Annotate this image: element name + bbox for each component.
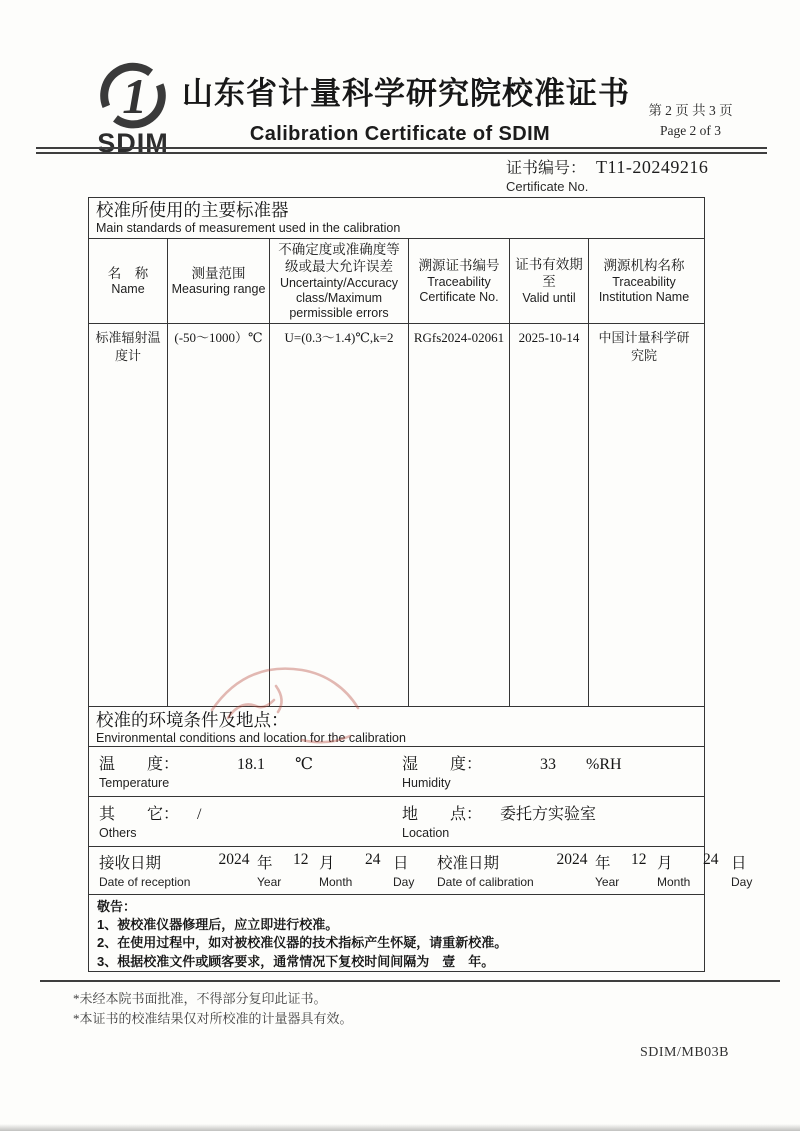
page-title-en: Calibration Certificate of SDIM — [249, 123, 551, 145]
date-of-reception: 接收日期 Date of reception 2024 年 Year 12 月 Month 24 日 Day — [99, 851, 415, 889]
cell-valid-until: 2025-10-14 — [509, 324, 588, 706]
logo-text: SDIM — [97, 128, 169, 158]
temperature-label-en: Temperature — [99, 776, 170, 790]
temperature-value: 18.1 — [237, 756, 265, 773]
header-divider — [36, 147, 767, 154]
humidity-value: 33 — [540, 756, 556, 773]
temperature-label: 温 度： — [99, 756, 180, 773]
notice-item: 3、根据校准文件或顾客要求，通常情况下复校时间间隔为 壹 年。 — [97, 953, 495, 969]
col-header-range: 测量范围 Measuring range — [167, 239, 269, 323]
notice-item: 2、在使用过程中，如对被校准仪器的技术指标产生怀疑，请重新校准。 — [97, 935, 508, 951]
others-label-en: Others — [99, 826, 137, 840]
col-header-uncertainty: 不确定度或准确度等级或最大允许误差 Uncertainty/Accuracy class/Maximum permissible errors — [269, 239, 408, 323]
footnote: *未经本院书面批准，不得部分复印此证书。 — [73, 991, 327, 1006]
standards-header-row — [89, 238, 704, 323]
sdim-logo — [78, 60, 188, 157]
cell-trace-cert: RGfs2024-02061 — [408, 324, 509, 706]
others-label: 其 它： — [99, 806, 180, 823]
location-label: 地 点： — [402, 806, 483, 823]
page-number-zh: 第 2 页 共 3 页 — [648, 103, 733, 118]
page-number-en: Page 2 of 3 — [659, 123, 722, 139]
form-code: SDIM/MB03B — [640, 1045, 730, 1060]
location-value: 委托方实验室 — [500, 806, 597, 823]
cell-name: 标准辐射温度计 — [95, 330, 161, 363]
page-number — [628, 101, 753, 142]
cell-range: (-50～1000）℃ — [167, 324, 269, 706]
standards-title-en: Main standards of measurement used in the calibration — [96, 221, 401, 235]
col-header-trace-cert: 溯源证书编号 Traceability Certificate No. — [408, 239, 509, 323]
certificate-number-label-en: Certificate No. — [506, 179, 589, 194]
title-block — [182, 68, 630, 146]
location-field — [402, 801, 704, 846]
humidity-unit: %RH — [586, 756, 622, 773]
scan-edge-shade — [0, 1124, 800, 1131]
certificate-number-block — [506, 155, 708, 194]
environment-section-title — [89, 706, 704, 746]
notice-title: 敬告： — [97, 899, 137, 914]
dates-row — [89, 846, 753, 894]
standards-title-zh: 校准所使用的主要标准器 — [96, 200, 289, 220]
col-header-name: 名 称 Name — [107, 265, 149, 297]
standards-section-title — [89, 198, 704, 238]
footnotes — [73, 989, 353, 1029]
certificate-number-label: 证书编号： — [506, 160, 587, 177]
notice-item: 1、被校准仪器修理后，应立即进行校准。 — [97, 917, 339, 933]
main-table — [88, 197, 753, 972]
date-of-calibration: 校准日期 Date of calibration 2024 年 Year 12 月 Month 24 日 Day — [437, 851, 753, 889]
location-label-en: Location — [402, 826, 450, 840]
footer-divider — [40, 980, 780, 982]
page-title: 山东省计量科学研究院校准证书 — [182, 76, 630, 111]
temperature-field — [99, 751, 402, 796]
humidity-label-en: Humidity — [402, 776, 451, 790]
humidity-field — [402, 751, 704, 796]
others-value: / — [197, 806, 202, 823]
col-header-institution: 溯源机构名称 Traceability Institution Name — [588, 239, 699, 323]
cell-institution: 中国计量科学研究院 — [588, 324, 699, 706]
environment-title-zh: 校准的环境条件及地点： — [96, 710, 289, 730]
temperature-unit: ℃ — [295, 756, 313, 773]
col-header-valid-until: 证书有效期至 Valid until — [509, 239, 588, 323]
notice-box — [89, 894, 704, 971]
environment-title-en: Environmental conditions and location for the calibration — [96, 731, 406, 745]
others-field — [99, 801, 402, 846]
humidity-label: 湿 度： — [402, 756, 483, 773]
svg-text:1: 1 — [122, 69, 147, 125]
temp-humidity-row — [89, 746, 704, 796]
footnote: *本证书的校准结果仅对所校准的计量器具有效。 — [73, 1011, 353, 1027]
standards-data-row — [89, 323, 704, 706]
others-location-row — [89, 796, 704, 846]
certificate-number-value: T11-20249216 — [596, 157, 709, 177]
cell-uncertainty: U=(0.3～1.4)℃,k=2 — [269, 324, 408, 706]
